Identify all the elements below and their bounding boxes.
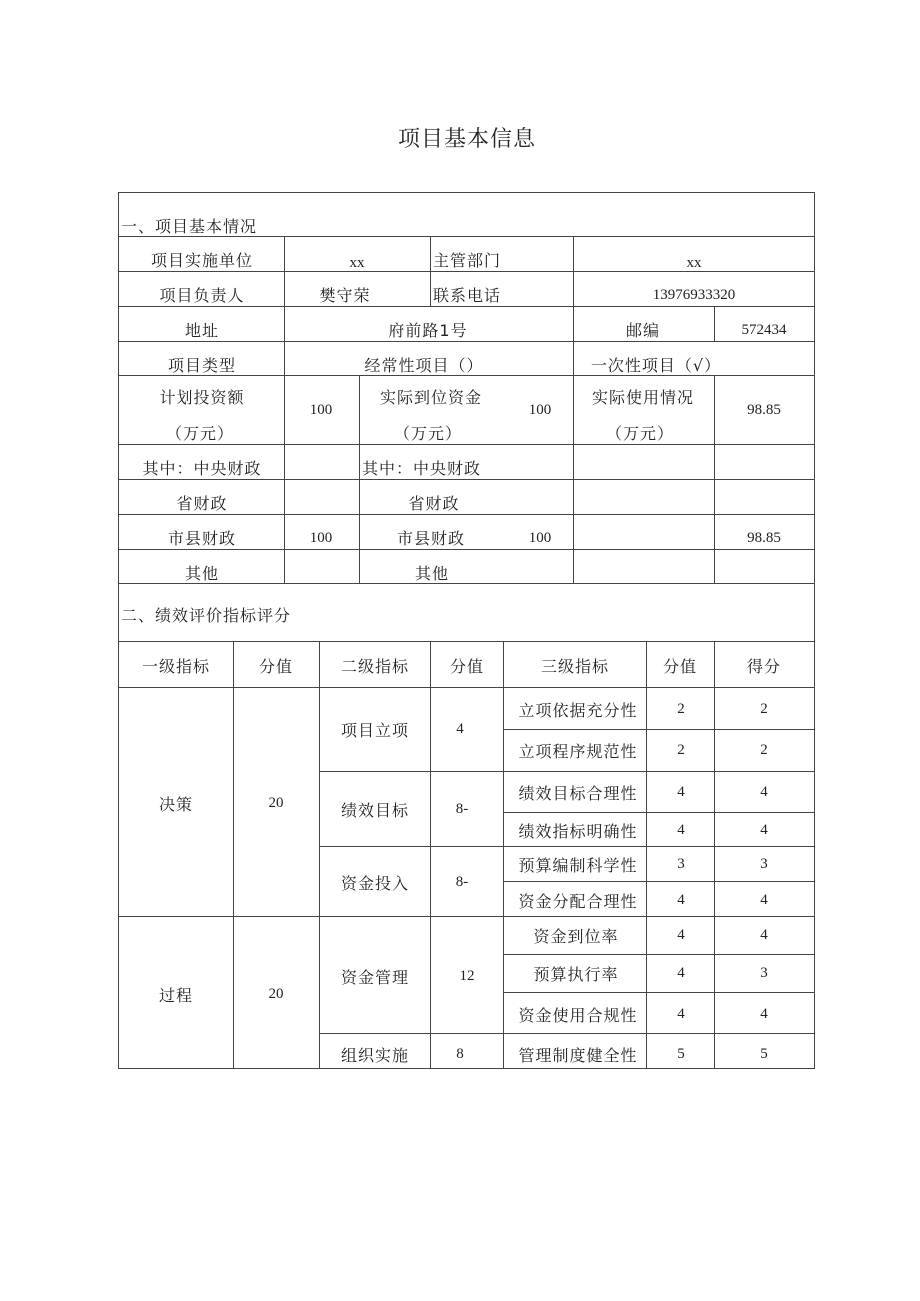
grid-line bbox=[573, 375, 574, 583]
grid-line bbox=[503, 992, 815, 993]
level3-score: 4 bbox=[677, 1006, 685, 1022]
grid-line bbox=[118, 341, 815, 342]
level3-score: 5 bbox=[677, 1046, 685, 1062]
grid-line bbox=[430, 641, 431, 1069]
grid-line bbox=[284, 236, 285, 583]
county-finance-label-2: 市县财政 bbox=[396, 529, 466, 548]
grid-line bbox=[319, 1033, 815, 1034]
level2-name: 资金投入 bbox=[340, 874, 410, 893]
grid-line bbox=[503, 954, 815, 955]
actual-funds-label: 实际到位资金 bbox=[379, 388, 483, 407]
header-level3: 三级指标 bbox=[540, 657, 610, 676]
grid-line bbox=[430, 236, 431, 306]
planned-investment-label: 计划投资额 bbox=[159, 388, 245, 407]
grid-line bbox=[319, 641, 320, 1069]
level3-name: 立项程序规范性 bbox=[518, 742, 638, 761]
county-actual-value: 100 bbox=[528, 530, 552, 546]
level3-name: 资金使用合规性 bbox=[518, 1006, 638, 1025]
grid-line bbox=[118, 687, 815, 688]
postcode-label: 邮编 bbox=[625, 321, 661, 340]
grid-line bbox=[118, 916, 815, 917]
unit-wan-label: （万元） bbox=[605, 424, 675, 443]
address-label: 地址 bbox=[184, 321, 220, 340]
header-level2: 二级指标 bbox=[340, 657, 410, 676]
level3-score: 3 bbox=[677, 856, 685, 872]
province-finance-label-2: 省财政 bbox=[408, 494, 460, 513]
level2-score: 8- bbox=[455, 801, 469, 817]
grid-line bbox=[118, 306, 815, 307]
grid-line bbox=[118, 444, 815, 445]
postcode-value: 572434 bbox=[741, 322, 787, 338]
grid-line bbox=[573, 236, 574, 376]
grid-line bbox=[714, 375, 715, 583]
section2-heading: 二、绩效评价指标评分 bbox=[121, 606, 292, 625]
grid-line bbox=[118, 271, 815, 272]
level3-score: 4 bbox=[677, 965, 685, 981]
central-finance-label-2: 其中：中央财政 bbox=[362, 459, 482, 478]
level2-score: 4 bbox=[456, 721, 464, 737]
level3-got: 4 bbox=[760, 784, 768, 800]
grid-line bbox=[359, 375, 360, 583]
grid-line bbox=[118, 549, 815, 550]
type-label: 项目类型 bbox=[167, 356, 237, 375]
header-score: 分值 bbox=[449, 657, 485, 676]
header-score: 分值 bbox=[258, 657, 294, 676]
grid-line bbox=[646, 641, 647, 1069]
central-finance-label: 其中：中央财政 bbox=[142, 459, 262, 478]
page-title: 项目基本信息 bbox=[397, 127, 536, 152]
level2-score: 12 bbox=[459, 968, 475, 984]
grid-line bbox=[118, 641, 815, 642]
grid-line bbox=[503, 881, 815, 882]
level3-name: 预算编制科学性 bbox=[518, 856, 638, 875]
province-finance-label: 省财政 bbox=[176, 494, 228, 513]
dept-value: xx bbox=[686, 255, 702, 271]
other-label-2: 其他 bbox=[414, 564, 450, 583]
grid-line bbox=[233, 641, 234, 1069]
grid-line bbox=[319, 846, 815, 847]
header-level1: 一级指标 bbox=[141, 657, 211, 676]
level2-name: 组织实施 bbox=[340, 1046, 410, 1065]
level3-score: 4 bbox=[677, 892, 685, 908]
phone-value: 13976933320 bbox=[652, 287, 736, 303]
grid-line bbox=[714, 306, 715, 341]
level1-score: 20 bbox=[268, 795, 284, 811]
level3-name: 立项依据充分性 bbox=[518, 701, 638, 720]
grid-line bbox=[118, 583, 815, 584]
county-usage-value: 98.85 bbox=[747, 530, 781, 546]
level3-name: 预算执行率 bbox=[533, 965, 619, 984]
county-finance-label: 市县财政 bbox=[167, 529, 237, 548]
unit-wan-label: （万元） bbox=[393, 424, 463, 443]
level3-got: 2 bbox=[760, 701, 768, 717]
level1-name: 决策 bbox=[158, 795, 194, 814]
level3-got: 2 bbox=[760, 742, 768, 758]
leader-label: 项目负责人 bbox=[159, 286, 245, 305]
actual-usage-label: 实际使用情况 bbox=[591, 388, 695, 407]
level3-name: 资金分配合理性 bbox=[518, 892, 638, 911]
level3-name: 绩效指标明确性 bbox=[518, 822, 638, 841]
dept-label: 主管部门 bbox=[433, 251, 502, 270]
unit-value: xx bbox=[349, 255, 365, 271]
level1-name: 过程 bbox=[158, 986, 194, 1005]
level3-got: 4 bbox=[760, 822, 768, 838]
level2-name: 资金管理 bbox=[340, 968, 410, 987]
level2-name: 项目立项 bbox=[340, 721, 410, 740]
header-score: 分值 bbox=[662, 657, 698, 676]
planned-investment-value: 100 bbox=[309, 402, 333, 418]
phone-label: 联系电话 bbox=[433, 286, 502, 305]
actual-usage-value: 98.85 bbox=[747, 402, 781, 418]
level3-name: 绩效目标合理性 bbox=[518, 784, 638, 803]
unit-label: 项目实施单位 bbox=[150, 251, 254, 270]
level3-score: 2 bbox=[677, 742, 685, 758]
level3-score: 4 bbox=[677, 784, 685, 800]
grid-line bbox=[503, 729, 815, 730]
level3-got: 4 bbox=[760, 892, 768, 908]
level3-got: 4 bbox=[760, 1006, 768, 1022]
actual-funds-value: 100 bbox=[528, 402, 552, 418]
unit-wan-label: （万元） bbox=[165, 424, 235, 443]
header-got: 得分 bbox=[746, 657, 782, 676]
level2-score: 8 bbox=[456, 1046, 464, 1062]
grid-line bbox=[503, 641, 504, 1069]
grid-line bbox=[714, 641, 715, 1069]
level3-score: 2 bbox=[677, 701, 685, 717]
type-regular-option: 经常性项目（） bbox=[364, 356, 484, 375]
other-label: 其他 bbox=[184, 564, 220, 583]
county-planned-value: 100 bbox=[309, 530, 333, 546]
grid-line bbox=[503, 812, 815, 813]
grid-line bbox=[118, 514, 815, 515]
level2-name: 绩效目标 bbox=[340, 801, 410, 820]
type-onetime-option: 一次性项目（√） bbox=[590, 356, 722, 375]
level3-got: 5 bbox=[760, 1046, 768, 1062]
level3-got: 3 bbox=[760, 965, 768, 981]
grid-line bbox=[118, 479, 815, 480]
level3-got: 3 bbox=[760, 856, 768, 872]
leader-value: 樊守荣 bbox=[319, 286, 371, 305]
level2-score: 8- bbox=[455, 874, 469, 890]
level3-score: 4 bbox=[677, 927, 685, 943]
level3-name: 管理制度健全性 bbox=[518, 1046, 638, 1065]
address-value: 府前路1号 bbox=[388, 321, 468, 340]
level3-got: 4 bbox=[760, 927, 768, 943]
level3-score: 4 bbox=[677, 822, 685, 838]
level3-name: 资金到位率 bbox=[533, 927, 619, 946]
level1-score: 20 bbox=[268, 986, 284, 1002]
grid-line bbox=[319, 771, 815, 772]
section1-heading: 一、项目基本情况 bbox=[121, 217, 258, 236]
